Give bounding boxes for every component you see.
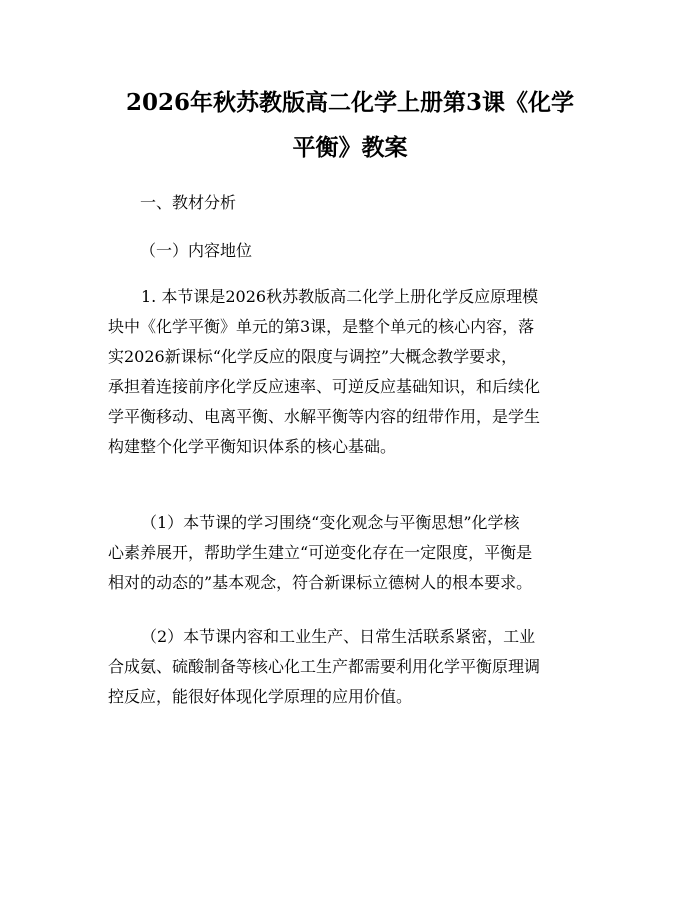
paragraph-line: 心素养展开，帮助学生建立“可逆变化存在一定限度，平衡是 [108, 543, 533, 562]
paragraph-line: 控反应，能很好体现化学原理的应用价值。 [108, 687, 413, 706]
section-heading: 一、教材分析 [140, 193, 237, 212]
paragraph-line: 构建整个化学平衡知识体系的核心基础。 [108, 437, 397, 456]
paragraph-line: 学平衡移动、电离平衡、水解平衡等内容的纽带作用，是学生 [108, 407, 541, 426]
paragraph-line: 块中《化学平衡》单元的第3课，是整个单元的核心内容，落 [108, 317, 535, 336]
paragraph-1 [108, 282, 598, 462]
paragraph-3 [108, 622, 598, 712]
paragraph-line: （2）本节课内容和工业生产、日常生活联系紧密，工业 [141, 627, 536, 646]
paragraph-line: 1. 本节课是2026秋苏教版高二化学上册化学反应原理模 [141, 287, 539, 306]
paragraph-line: 合成氨、硫酸制备等核心化工生产都需要利用化学平衡原理调 [108, 657, 541, 676]
paragraph-line: 相对的动态的”基本观念，符合新课标立德树人的根本要求。 [108, 573, 533, 592]
paragraph-line: 实2026新课标“化学反应的限度与调控”大概念教学要求， [108, 347, 518, 366]
subsection-heading: （一）内容地位 [140, 241, 253, 260]
paragraph-2 [108, 508, 598, 598]
paragraph-line: 承担着连接前序化学反应速率、可逆反应基础知识，和后续化 [108, 377, 541, 396]
paragraph-line: （1）本节课的学习围绕“变化观念与平衡思想”化学核 [141, 513, 520, 532]
document-title-line-1: 2026年秋苏教版高二化学上册第3课《化学 [125, 89, 575, 116]
document-title-line-2: 平衡》教案 [292, 134, 408, 161]
